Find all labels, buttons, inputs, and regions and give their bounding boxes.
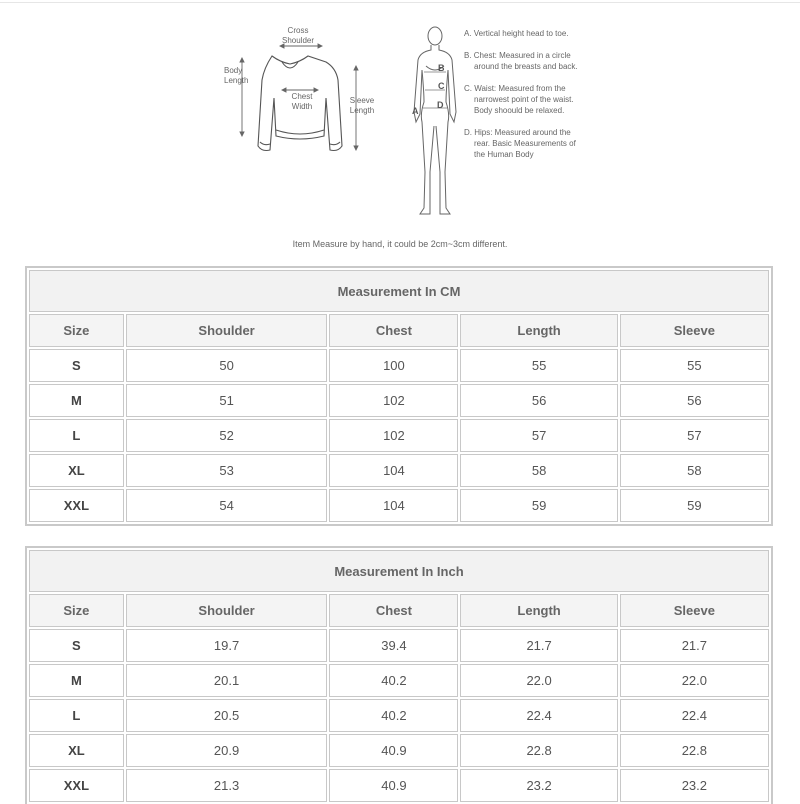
- size-table-inch: [27, 548, 771, 804]
- header-length: Length: [460, 594, 617, 627]
- shoulder-cell: 20.1: [126, 664, 328, 697]
- header-sleeve: Sleeve: [620, 314, 769, 347]
- chest-cell: 104: [329, 489, 458, 522]
- size-cell: M: [29, 384, 124, 417]
- table-row: [29, 454, 769, 487]
- letter-d: D: [437, 100, 444, 110]
- sleeve-cell: 21.7: [620, 629, 769, 662]
- definition-b: B. Chest: Measured in a circle around the breasts and back.: [464, 51, 578, 71]
- shoulder-cell: 20.5: [126, 699, 328, 732]
- chest-cell: 100: [329, 349, 458, 382]
- chest-cell: 104: [329, 454, 458, 487]
- size-cell: L: [29, 699, 124, 732]
- chest-cell: 39.4: [329, 629, 458, 662]
- header-size: Size: [29, 314, 124, 347]
- size-cell: XL: [29, 454, 124, 487]
- sleeve-cell: 58: [620, 454, 769, 487]
- table-row: [29, 419, 769, 452]
- definition-c: C. Waist: Measured from the narrowest point of the waist. Body shoould be relaxed.: [464, 84, 574, 115]
- header-length: Length: [460, 314, 617, 347]
- length-cell: 21.7: [460, 629, 617, 662]
- sleeve-length-label: Sleeve Length: [349, 96, 375, 115]
- letter-c: C: [438, 81, 445, 91]
- table-header-row: [29, 594, 769, 627]
- header-size: Size: [29, 594, 124, 627]
- table-row: [29, 629, 769, 662]
- sleeve-cell: 22.0: [620, 664, 769, 697]
- length-cell: 22.0: [460, 664, 617, 697]
- length-cell: 23.2: [460, 769, 617, 802]
- length-cell: 57: [460, 419, 617, 452]
- sleeve-cell: 22.4: [620, 699, 769, 732]
- size-cell: L: [29, 419, 124, 452]
- size-cell: XXL: [29, 489, 124, 522]
- chest-cell: 40.2: [329, 664, 458, 697]
- letter-b: B: [438, 63, 445, 73]
- table-row: [29, 349, 769, 382]
- shoulder-cell: 19.7: [126, 629, 328, 662]
- chest-width-label: Chest Width: [291, 92, 313, 111]
- length-cell: 55: [460, 349, 617, 382]
- top-divider: [0, 2, 800, 3]
- size-table-cm: [27, 268, 771, 524]
- shoulder-cell: 52: [126, 419, 328, 452]
- length-cell: 22.8: [460, 734, 617, 767]
- table-row: [29, 734, 769, 767]
- sleeve-cell: 23.2: [620, 769, 769, 802]
- length-cell: 56: [460, 384, 617, 417]
- measurement-definitions: [464, 28, 580, 171]
- header-chest: Chest: [329, 314, 458, 347]
- chest-cell: 102: [329, 419, 458, 452]
- chest-cell: 40.9: [329, 769, 458, 802]
- header-shoulder: Shoulder: [126, 594, 328, 627]
- shoulder-cell: 21.3: [126, 769, 328, 802]
- chest-cell: 40.2: [329, 699, 458, 732]
- table-title-inch: Measurement In Inch: [29, 550, 769, 592]
- chest-cell: 40.9: [329, 734, 458, 767]
- measurement-illustration: [220, 18, 580, 228]
- sleeve-cell: 59: [620, 489, 769, 522]
- size-cell: S: [29, 349, 124, 382]
- table-row: [29, 699, 769, 732]
- sleeve-cell: 56: [620, 384, 769, 417]
- definition-a: A. Vertical height head to toe.: [464, 29, 569, 38]
- table-title-cm: Measurement In CM: [29, 270, 769, 312]
- shoulder-cell: 54: [126, 489, 328, 522]
- table-row: [29, 664, 769, 697]
- chest-cell: 102: [329, 384, 458, 417]
- body-length-label: Body Length: [224, 66, 249, 85]
- sleeve-cell: 57: [620, 419, 769, 452]
- shoulder-cell: 20.9: [126, 734, 328, 767]
- table-row: [29, 489, 769, 522]
- length-cell: 22.4: [460, 699, 617, 732]
- size-cell: XXL: [29, 769, 124, 802]
- table-header-row: [29, 314, 769, 347]
- cross-shoulder-label: Cross Shoulder: [281, 26, 315, 45]
- shoulder-cell: 50: [126, 349, 328, 382]
- size-cell: XL: [29, 734, 124, 767]
- shoulder-cell: 51: [126, 384, 328, 417]
- size-cell: M: [29, 664, 124, 697]
- table-row: [29, 384, 769, 417]
- length-cell: 58: [460, 454, 617, 487]
- table-row: [29, 769, 769, 802]
- measure-note: Item Measure by hand, it could be 2cm~3cm different.: [292, 239, 508, 249]
- header-shoulder: Shoulder: [126, 314, 328, 347]
- header-sleeve: Sleeve: [620, 594, 769, 627]
- sleeve-cell: 55: [620, 349, 769, 382]
- human-body-icon: [400, 22, 470, 222]
- sleeve-cell: 22.8: [620, 734, 769, 767]
- letter-a: A: [412, 106, 419, 116]
- shoulder-cell: 53: [126, 454, 328, 487]
- header-chest: Chest: [329, 594, 458, 627]
- length-cell: 59: [460, 489, 617, 522]
- definition-d: D. Hips: Measured around the rear. Basic Measurements of the Human Body: [464, 128, 576, 159]
- size-cell: S: [29, 629, 124, 662]
